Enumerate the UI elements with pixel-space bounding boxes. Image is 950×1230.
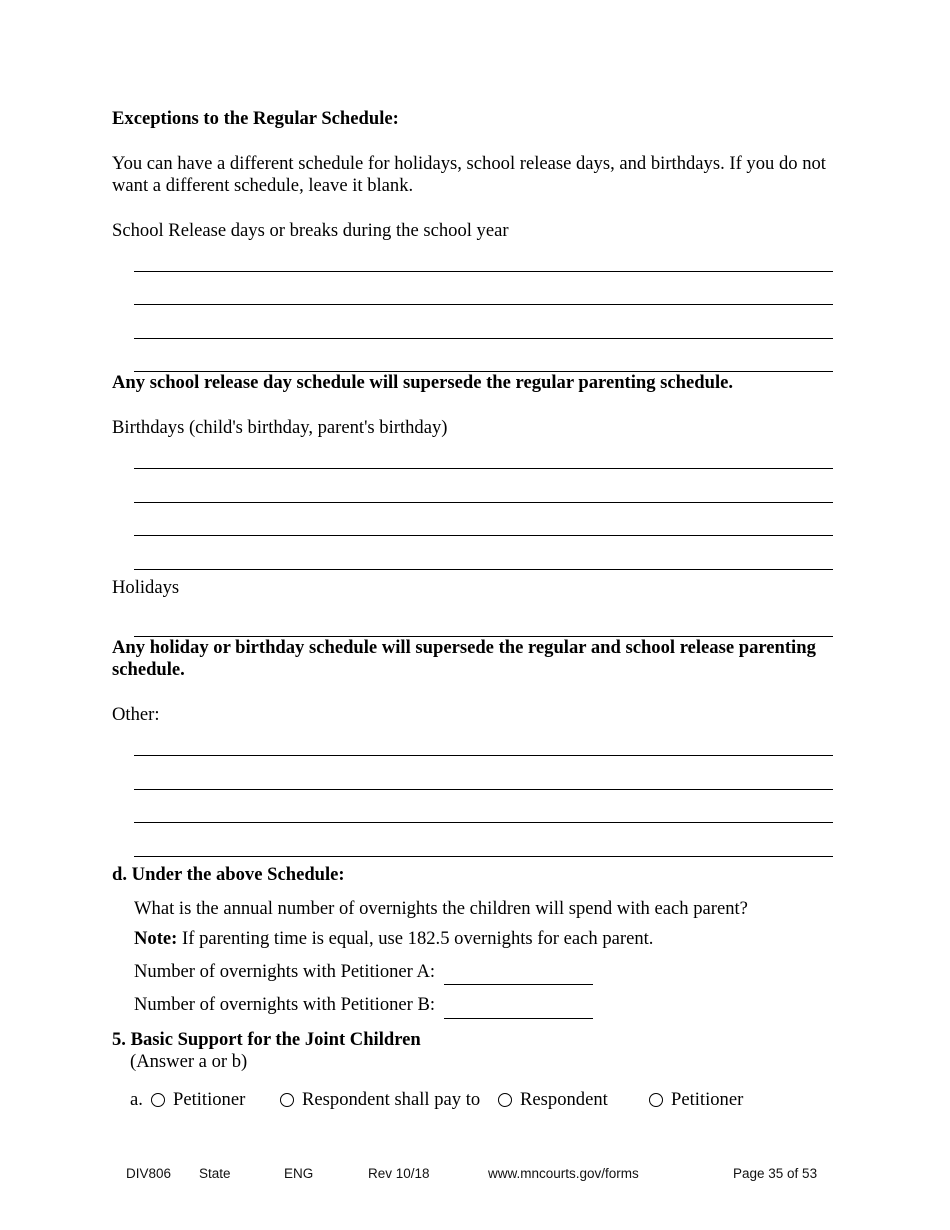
section-heading-d: d. Under the above Schedule: xyxy=(112,864,345,885)
payer-respondent-label: Respondent shall pay to xyxy=(302,1089,481,1110)
footer-url: www.mncourts.gov/forms xyxy=(488,1166,639,1181)
holidays-note: Any holiday or birthday schedule will supersede the regular and school release parenting schedule. xyxy=(112,637,816,680)
footer-revision: Rev 10/18 xyxy=(368,1166,430,1181)
petitioner-b-overnights-label: Number of overnights with Petitioner B: xyxy=(134,994,436,1015)
other-line-3[interactable] xyxy=(134,801,833,823)
overnights-question: What is the annual number of overnights the children will spend with each parent? xyxy=(134,898,748,919)
birthdays-line-4[interactable] xyxy=(134,548,833,570)
radio-payee-respondent[interactable] xyxy=(498,1093,512,1107)
footer-form-id: DIV806 xyxy=(126,1166,172,1181)
payee-option-respondent[interactable] xyxy=(498,1089,608,1111)
note-label: Note: xyxy=(134,928,178,949)
holidays-line-1[interactable] xyxy=(134,615,833,637)
payee-respondent-label: Respondent xyxy=(520,1089,608,1110)
petitioner-a-overnights-label: Number of overnights with Petitioner A: xyxy=(134,961,436,982)
payee-option-petitioner[interactable] xyxy=(649,1089,743,1111)
basic-support-instruction: (Answer a or b) xyxy=(130,1051,248,1072)
school-release-line-2[interactable] xyxy=(134,283,833,305)
birthdays-line-2[interactable] xyxy=(134,481,833,503)
school-release-line-4[interactable] xyxy=(134,350,833,372)
school-release-line-1[interactable] xyxy=(134,250,833,272)
section-heading-basic-support: 5. Basic Support for the Joint Children xyxy=(112,1029,421,1050)
radio-payer-petitioner[interactable] xyxy=(151,1093,165,1107)
other-line-1[interactable] xyxy=(134,734,833,756)
school-release-note: Any school release day schedule will supersede the regular parenting schedule. xyxy=(112,372,734,393)
overnights-note xyxy=(134,928,653,950)
exceptions-intro-text: You can have a different schedule for holidays, school release days, and birthdays. If you do not want a different schedule, leave it blank. xyxy=(112,153,826,196)
footer-page-number: Page 35 of 53 xyxy=(733,1166,818,1181)
holidays-label: Holidays xyxy=(112,577,180,598)
footer-jurisdiction: State xyxy=(199,1166,231,1181)
radio-payee-petitioner[interactable] xyxy=(649,1093,663,1107)
birthdays-line-3[interactable] xyxy=(134,514,833,536)
other-label: Other: xyxy=(112,704,160,725)
footer-language: ENG xyxy=(284,1166,314,1181)
note-text: If parenting time is equal, use 182.5 overnights for each parent. xyxy=(182,928,654,949)
payee-petitioner-label: Petitioner xyxy=(671,1089,744,1110)
payer-option-petitioner[interactable] xyxy=(151,1089,245,1111)
birthdays-label: Birthdays (child's birthday, parent's birthday) xyxy=(112,417,448,438)
school-release-line-3[interactable] xyxy=(134,317,833,339)
birthdays-line-1[interactable] xyxy=(134,447,833,469)
petitioner-a-overnights-field[interactable] xyxy=(444,963,593,985)
petitioner-b-overnights-field[interactable] xyxy=(444,997,593,1019)
payer-option-respondent[interactable] xyxy=(280,1089,480,1111)
section-heading-exceptions: Exceptions to the Regular Schedule: xyxy=(112,108,399,129)
other-line-4[interactable] xyxy=(134,835,833,857)
option-a-marker: a. xyxy=(130,1089,143,1110)
radio-payer-respondent[interactable] xyxy=(280,1093,294,1107)
other-line-2[interactable] xyxy=(134,768,833,790)
school-release-label: School Release days or breaks during the school year xyxy=(112,220,509,241)
payer-petitioner-label: Petitioner xyxy=(173,1089,246,1110)
